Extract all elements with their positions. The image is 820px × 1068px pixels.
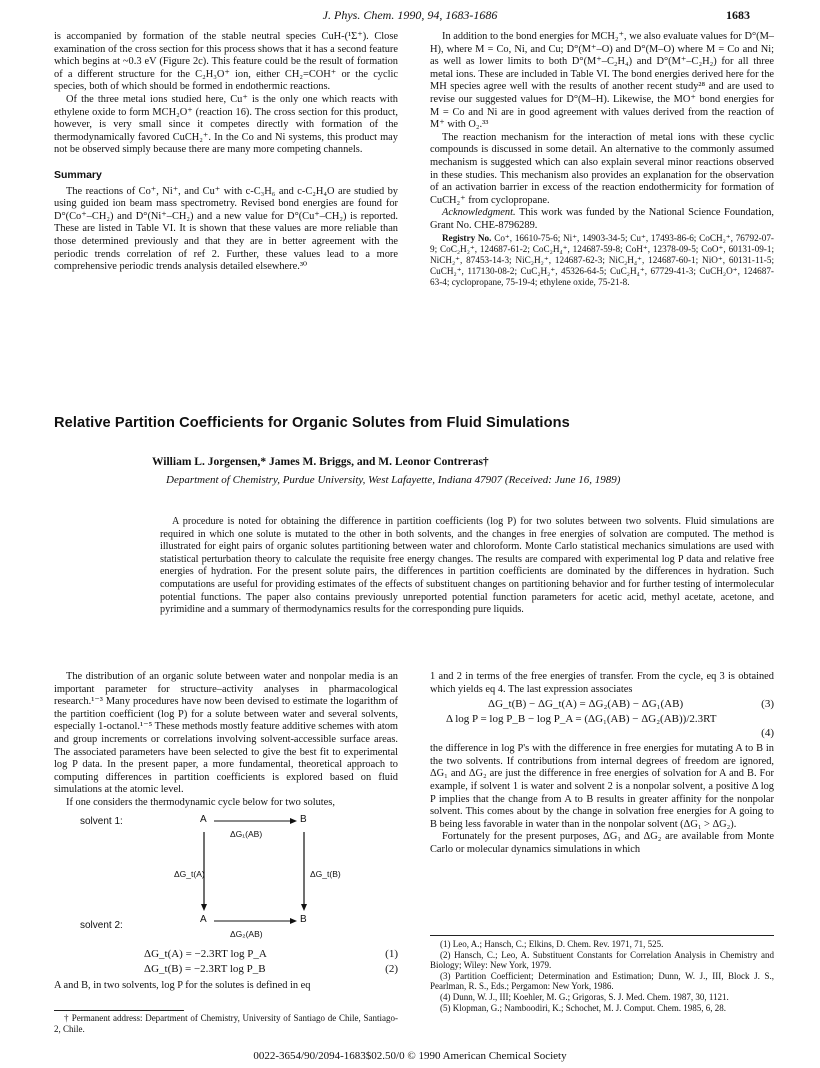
dgt-b-label: ΔG_t(B) <box>310 868 341 879</box>
ack-label: Acknowledgment. <box>442 207 516 219</box>
acknowledgment <box>430 207 774 232</box>
equation-3 <box>430 698 774 713</box>
prev-article-column-2 <box>430 31 774 289</box>
equation-2 <box>54 963 398 978</box>
dg1-ab-label: ΔG₁(AB) <box>230 828 263 839</box>
paragraph: In addition to the bond energies for MCH₂⁺, we also evaluate values for D°(M–H), where M = Co, Ni, and Cu; D°(M⁺–O) and D°(M–O) where M = Co and Ni; as well as lower limits to both D°(M⁺–C₂H₄) and D°(M⁺–C₂H₂) for all three metal ions. These are included in Table VI. The bond energies derived here for the MH species agree well with the results of another recent study²⁸ and are used to revise our suggested values for D°(M–H). Likewise, the MO⁺ bond energies for M = Co and Ni are in good agreement with values derived from the reaction of M⁺ with O₂.³³ <box>430 31 774 131</box>
solute-a-label: A <box>200 813 207 825</box>
solute-b-label: B <box>300 813 307 825</box>
references-rule <box>430 935 774 936</box>
article-abstract: A procedure is noted for obtaining the difference in partition coefficients (log P) for two solutes between two solvents. Fluid simulations are required in which one solute is mutated to the other in both solvents, and the changes in free energies of solvation are computed. The method is illustrated for eight pairs of organic solutes partitioning between water and chloroform. Monte Carlo statistical mechanics simulations are used with statistical perturbation theory to calculate the requisite free energy changes. The results are compared with experimental log P data and relative free energies of hydration. For the present solute pairs, the differences in partition coefficients are dominated by the differences in hydration. Such computations are useful for providing estimates of the effects of substituent changes on partitioning behavior and for further testing of intermolecular potential functions. The paper also contains previously unreported potential function parameters for acetic acid, methyl acetate, acetone, and pyrimidine and a summary of thermodynamics results for the corresponding pure liquids. <box>160 516 774 616</box>
solute-a-label: A <box>200 913 207 925</box>
equation-number: (1) <box>385 947 398 960</box>
paragraph: is accompanied by formation of the stable neutral species CuH-(¹Σ⁺). Close examination of the cross section for this process shows that it has a second feature which begins at ~0.3 eV (Figure 2c). This feature could be the result of formation of a different structure for the C₂H₃O⁺ ion, either CH₂=COH⁺ or the cyclic species, both of which should be formed in endothermic reactions. <box>54 31 398 93</box>
reference: (2) Hansch, C.; Leo, A. Substituent Constants for Correlation Analysis in Chemistry and Biology; Wiley: New York, 1979. <box>430 949 774 971</box>
dgt-a-label: ΔG_t(A) <box>174 868 205 879</box>
equation-text: Δ log P = log P_B − log P_A = (ΔG₁(AB) − ΔG₂(AB))/2.3RT <box>446 713 717 726</box>
solute-b-label: B <box>300 913 307 925</box>
author-footnote <box>54 1013 398 1034</box>
equation-4-number-row <box>430 727 774 743</box>
registry-numbers <box>430 233 774 289</box>
article-authors: William L. Jorgensen,* James M. Briggs, and M. Leonor Contreras† <box>152 456 489 468</box>
footnote-rule <box>54 1010 184 1011</box>
paragraph: 1 and 2 in terms of the free energies of transfer. From the cycle, eq 3 is obtained which yields eq 4. The last expression associates <box>430 671 774 695</box>
equation-text: ΔG_t(A) = −2.3RT log P_A <box>144 947 267 960</box>
equation-number: (2) <box>385 962 398 975</box>
paragraph: Of the three metal ions studied here, Cu⁺ is the only one which reacts with ethylene oxide to form MCH₂O⁺ (reaction 16). The cross section for this product, however, is very small since it competes directly with formation of the thermodynamically favored CuCH₂⁺. In the Co and Ni systems, this product may not be observed simply because there are many more competing channels. <box>54 93 398 156</box>
regno-label: Registry No. <box>442 232 492 243</box>
article-affiliation: Department of Chemistry, Purdue University, West Lafayette, Indiana 47907 (Received: June 16, 1989) <box>166 474 621 486</box>
paragraph: A and B, in two solvents, log P for the solutes is defined in eq <box>54 979 311 991</box>
equation-4 <box>430 713 774 727</box>
body-column-2 <box>430 671 774 857</box>
reference: (3) Partition Coefficient; Determination and Estimation; Dunn, W. J., III, Block J. S., Pearlman, R. S., Eds.; Pergamon: New York, 1986. <box>430 970 774 992</box>
thermodynamic-cycle-diagram <box>54 810 398 948</box>
paragraph: Fortunately for the present purposes, ΔG₁ and ΔG₂ are available from Monte Carlo or molecular dynamics simulations in which <box>430 831 774 855</box>
reference: (4) Dunn, W. J., III; Koehler, M. G.; Grigoras, S. J. Med. Chem. 1987, 30, 1121. <box>440 991 729 1002</box>
solvent-2-label: solvent 2: <box>80 919 123 931</box>
equation-text: ΔG_t(B) − ΔG_t(A) = ΔG₂(AB) − ΔG₁(AB) <box>488 698 684 711</box>
paragraph: The reaction mechanism for the interaction of metal ions with these cyclic compounds is discussed in some detail. An alternative to the commonly assumed mechanism is suggested which can also explain several minor reactions observed in these studies. This mechanism also provides an explanation for the observation of an activation barrier in excess of the reaction endothermicity for formation of CuCH₂⁺ from cyclopropane. <box>430 131 774 206</box>
paragraph: The reactions of Co⁺, Ni⁺, and Cu⁺ with c-C₃H₆ and c-C₂H₄O are studied by using guided ion beam mass spectrometry. Revised bond energies are found for D°(Co⁺–CH₂) and D°(Ni⁺–CH₂) and a new value for D°(Cu⁺–CH₂) is reported. These are listed in Table VI. It is shown that these values are more reliable than those determined previously and that they are in better agreement with the periodic trends correlation of ref 2. Further, these values lead to a more comprehensive periodic trends analysis detailed elsewhere.³⁰ <box>54 185 398 273</box>
equation-number: (3) <box>761 698 774 711</box>
page-header <box>0 8 820 24</box>
article-title: Relative Partition Coefficients for Organic Solutes from Fluid Simulations <box>54 415 570 431</box>
copyright-line: 0022-3654/90/2094-1683$02.50/0 © 1990 American Chemical Society <box>253 1050 567 1062</box>
solvent-1-label: solvent 1: <box>80 815 123 827</box>
references-list <box>430 939 774 1013</box>
journal-citation: J. Phys. Chem. 1990, 94, 1683-1686 <box>322 8 498 22</box>
prev-article-column-1 <box>54 31 398 274</box>
cycle-arrows <box>54 810 398 948</box>
paragraph: the difference in log P's with the difference in free energies for mutating A to B in the two solvents. If contributions from internal degrees of freedom are ignored, ΔG₁ and ΔG₂ are just the difference in free energies of solvation for A and B. For example, if solvent 1 is water and solvent 2 is a nonpolar solvent, a positive Δ log P implies that the change from A to B results in greater affinity for the nonpolar solvent. This comes about by the change in solvation free energies for A going to B being less favorable in water than in the nonpolar solvent (ΔG₁ > ΔG₂). <box>430 743 774 830</box>
paragraph: If one considers the thermodynamic cycle below for two solutes, <box>66 796 335 808</box>
footnote-text: † Permanent address: Department of Chemistry, University of Santiago de Chile, Santiago-2, Chile. <box>54 1013 398 1034</box>
equation-1 <box>54 948 398 963</box>
reference: (5) Klopman, G.; Namboodiri, K.; Schochet, M. J. Comput. Chem. 1985, 6, 28. <box>440 1002 726 1013</box>
page-number: 1683 <box>726 8 750 22</box>
body-column-1 <box>54 671 398 992</box>
summary-heading: Summary <box>54 168 102 181</box>
dg2-ab-label: ΔG₂(AB) <box>230 928 263 939</box>
reference: (1) Leo, A.; Hansch, C.; Elkins, D. Chem. Rev. 1971, 71, 525. <box>440 939 664 949</box>
regno-text: Co⁺, 16610-75-6; Ni⁺, 14903-34-5; Cu⁺, 17493-86-6; CoCH₂⁺, 76792-07-9; CoC₂H₂⁺, 124687-61-2; CoC₂H₄⁺, 124687-59-8; CoH⁺, 12378-09-5; CoO⁺, 60131-09-1; NiCH₂⁺, 87453-14-3; NiC₂H₂⁺, 124687-62-3; NiC₂H₄⁺, 124687-60-1; NiO⁺, 60131-11-5; CuCH₂⁺, 117130-08-2; CuC₂H₂⁺, 45326-64-5; CuC₂H₄⁺, 67729-41-3; CuCH₂O⁺, 124687-63-4; cyclopropane, 75-19-4; ethylene oxide, 75-21-8. <box>430 232 774 288</box>
ack-text: This work was funded by the National Science Foundation, Grant No. CHE-8796289. <box>430 207 774 231</box>
equation-text: ΔG_t(B) = −2.3RT log P_B <box>144 962 266 975</box>
paragraph: The distribution of an organic solute between water and nonpolar media is an important parameter for structure–activity analyses in pharmacological research.¹⁻³ Many procedures have now been devised to estimate the logarithm of the partition coefficient (log P) for a solute between water and several solvents, especially 1-octanol.¹⁻⁵ These methods mostly feature additive schemes with atom and group increments or correlations involving solvent-accessible surface areas. The associated parameters have been selected to give the best fit to experimental log P data. In the present paper, a more fundamental, theoretical approach to computing differences in partition coefficients is explored based on fluid simulations at the atomic level. <box>54 671 398 796</box>
equation-number: (4) <box>761 727 774 740</box>
